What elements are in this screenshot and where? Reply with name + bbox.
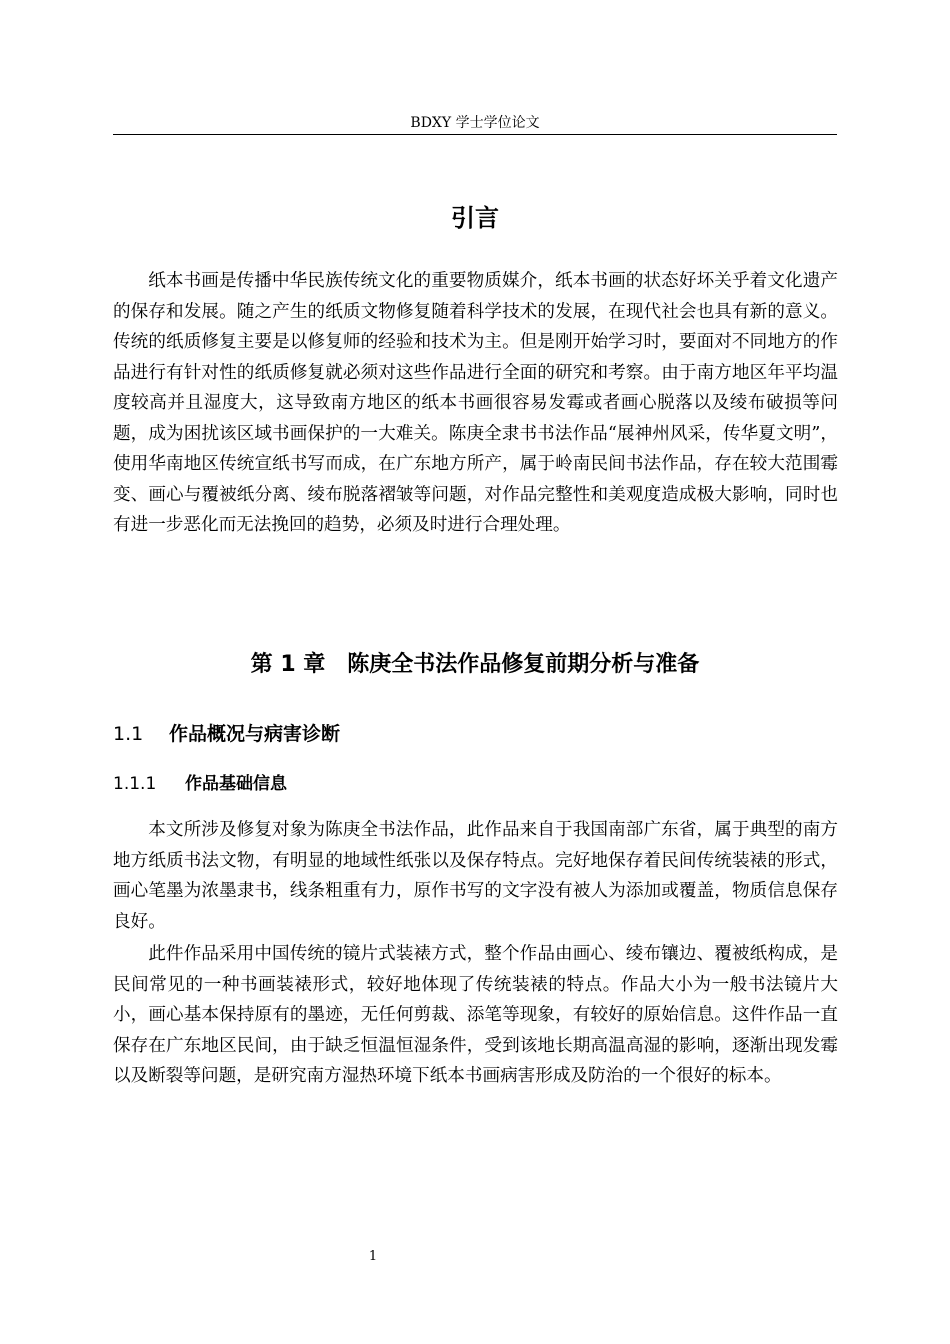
body-paragraph: 本文所涉及修复对象为陈庚全书法作品，此作品来自于我国南部广东省，属于典型的南方地方纸质书法文物，有明显的地域性纸张以及保存特点。完好地保存着民间传统装裱的形式，画心笔墨为浓墨隶书，线条粗重有力，原作书写的文字没有被人为添加或覆盖，物质信息保存良好。 <box>113 820 838 932</box>
section-number: 1.1 <box>113 723 144 745</box>
section-title: 作品概况与病害诊断 <box>169 723 341 745</box>
intro-paragraph: 纸本书画是传播中华民族传统文化的重要物质媒介，纸本书画的状态好坏关乎着文化遗产的保存和发展。随之产生的纸质文物修复随着科学技术的发展，在现代社会也具有新的意义。传统的纸质修复主要是以修复师的经验和技术为主。但是刚开始学习时，要面对不同地方的作品进行有针对性的纸质修复就必须对这些作品进行全面的研究和考察。由于南方地区年平均温度较高并且湿度大，这导致南方地区的纸本书画很容易发霉或者画心脱落以及绫布破损等问题，成为困扰该区域书画保护的一大难关。陈庚全隶书书法作品“展神州风采，传华夏文明”，使用华南地区传统宣纸书写而成，在广东地方所产，属于岭南民间书法作品，存在较大范围霉变、画心与覆被纸分离、绫布脱落褶皱等问题，对作品完整性和美观度造成极大影响，同时也有进一步恶化而无法挽回的趋势，必须及时进行合理处理。 <box>113 271 838 535</box>
subsection-title: 作品基础信息 <box>185 774 287 794</box>
intro-title: 引言 <box>451 204 499 232</box>
subsection-heading <box>113 771 287 797</box>
section-heading <box>113 720 340 748</box>
body-paragraph: 此件作品采用中国传统的镜片式装裱方式，整个作品由画心、绫布镶边、覆被纸构成，是民间常见的一种书画装裱形式，较好地体现了传统装裱的特点。作品大小为一般书法镜片大小，画心基本保持原有的墨迹，无任何剪裁、添笔等现象，有较好的原始信息。这件作品一直保存在广东地区民间，由于缺乏恒温恒湿条件，受到该地长期高温高湿的影响，逐渐出现发霉以及断裂等问题，是研究南方湿热环境下纸本书画病害形成及防治的一个很好的标本。 <box>113 944 838 1086</box>
page-number: 1 <box>368 1249 378 1264</box>
running-header: BDXY 学士学位论文 <box>410 115 540 131</box>
header-rule <box>113 134 837 135</box>
subsection-number: 1.1.1 <box>113 774 157 794</box>
chapter-title: 第 1 章 陈庚全书法作品修复前期分析与准备 <box>250 652 700 677</box>
